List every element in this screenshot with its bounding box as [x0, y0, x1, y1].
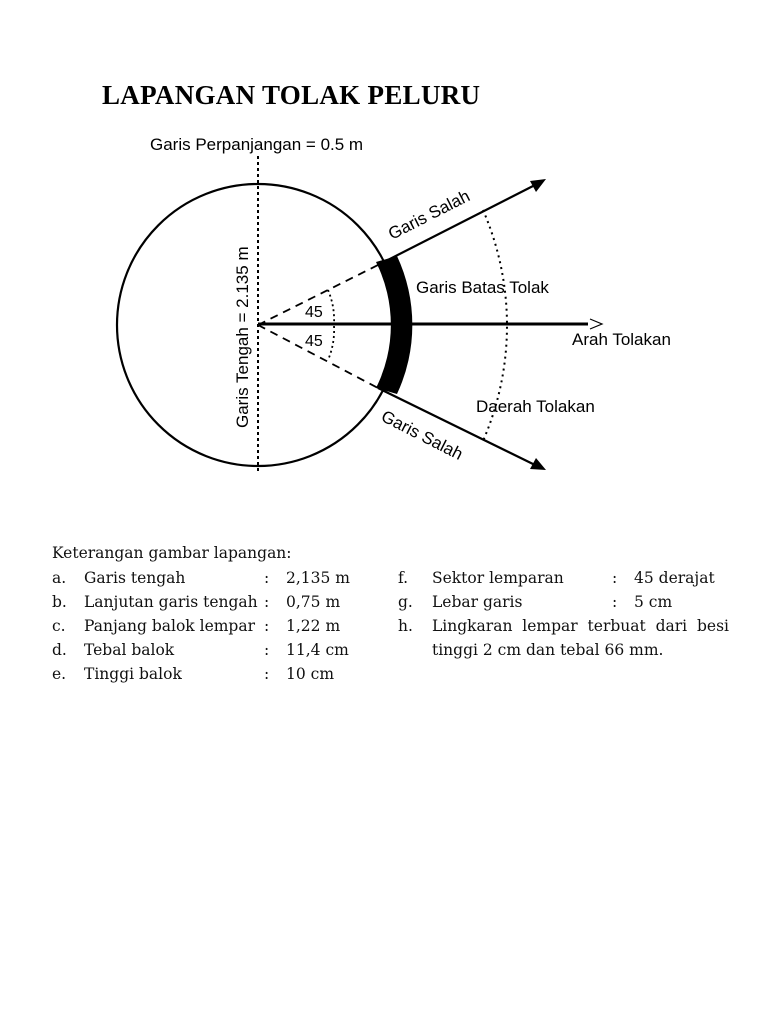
legend-name: Sektor lemparan [432, 569, 564, 587]
legend-colon: : [264, 617, 270, 635]
legend-value: 2,135 m [286, 569, 350, 587]
legend-colon: : [264, 569, 270, 587]
legend-letter: b. [52, 593, 67, 611]
legend-letter: d. [52, 641, 67, 659]
center-line-label: Garis Tengah = 2.135 m [233, 246, 252, 428]
legend-value: 11,4 cm [286, 641, 349, 659]
legend-item-h-line2: tinggi 2 cm dan tebal 66 mm. [432, 641, 664, 659]
legend-name: Garis tengah [84, 569, 186, 587]
direction-arrowhead [590, 319, 602, 329]
legend-letter: h. [398, 617, 413, 635]
direction-label: Arah Tolakan [572, 330, 671, 349]
extension-line-label: Garis Perpanjangan = 0.5 m [150, 135, 364, 154]
legend-colon: : [612, 593, 618, 611]
legend-item-h-line1: Lingkaran lempar terbuat dari besi [432, 617, 729, 635]
legend-value: 5 cm [634, 593, 673, 611]
legend-value: 1,22 m [286, 617, 341, 635]
angle-label-upper: 45 [305, 304, 323, 321]
stop-board-label: Garis Batas Tolak [416, 278, 549, 297]
landing-area-label: Daerah Tolakan [476, 397, 595, 416]
page-title: LAPANGAN TOLAK PELURU [102, 80, 481, 110]
legend-letter: a. [52, 569, 67, 587]
legend-colon: : [264, 593, 270, 611]
legend-name: Lebar garis [432, 593, 523, 611]
legend-name: Tinggi balok [84, 665, 182, 683]
legend-letter: f. [398, 569, 409, 587]
shot-put-field-diagram [0, 120, 768, 480]
legend-value: 10 cm [286, 665, 335, 683]
legend-name: Panjang balok lempar [84, 617, 256, 635]
legend-colon: : [264, 665, 270, 683]
legend-value: 45 derajat [634, 569, 715, 587]
legend-colon: : [612, 569, 618, 587]
legend-name: Lanjutan garis tengah [84, 593, 258, 611]
angle-label-lower: 45 [305, 333, 323, 350]
legend-colon: : [264, 641, 270, 659]
legend-name: Tebal balok [84, 641, 175, 659]
legend-letter: e. [52, 665, 67, 683]
legend-letter: g. [398, 593, 413, 611]
legend-letter: c. [52, 617, 66, 635]
angle-arc-lower [328, 326, 334, 360]
foul-line-lower-label: Garis Salah [378, 406, 466, 464]
legend-value: 0,75 m [286, 593, 341, 611]
angle-arc-upper [328, 290, 334, 324]
legend-heading: Keterangan gambar lapangan: [52, 544, 292, 562]
foul-line-upper-label: Garis Salah [385, 186, 473, 244]
